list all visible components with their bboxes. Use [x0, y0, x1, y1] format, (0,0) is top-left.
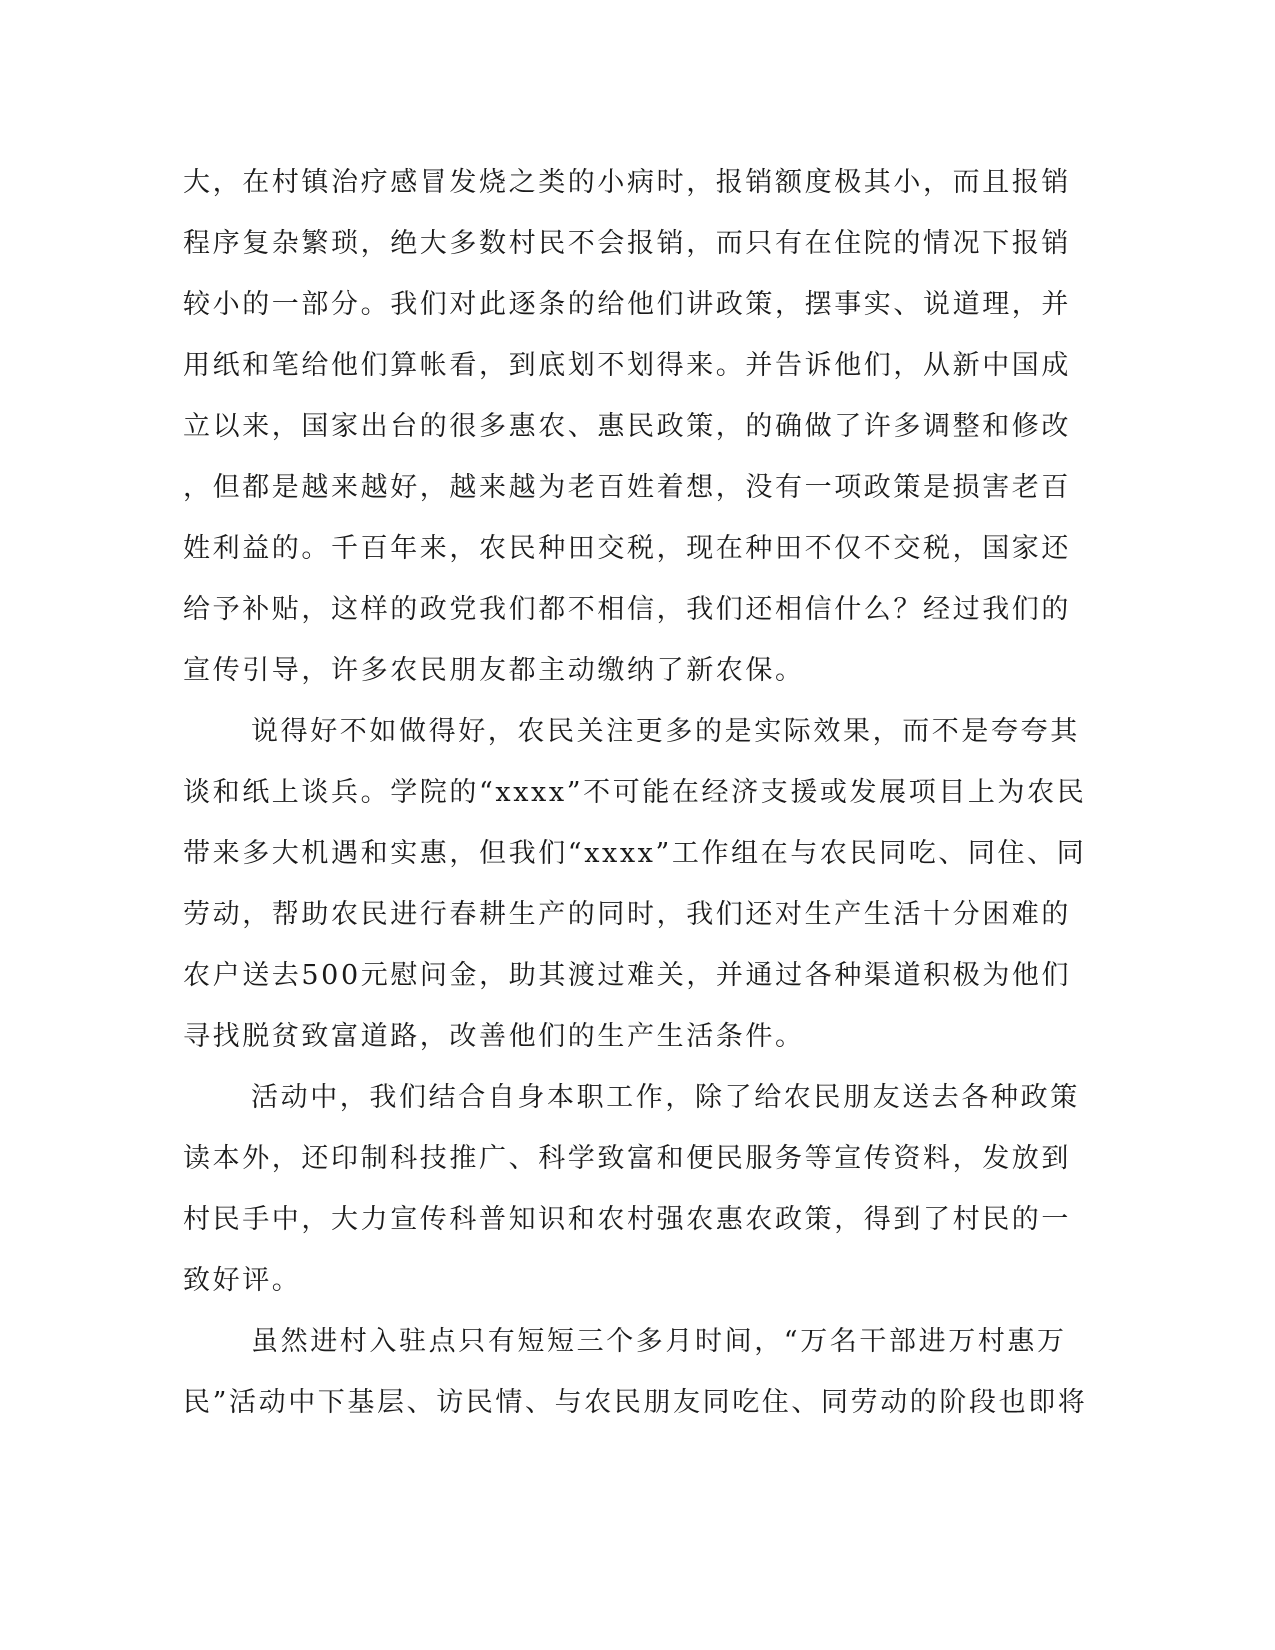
text-line: ，但都是越来越好，越来越为老百姓着想，没有一项政策是损害老百 — [183, 472, 1071, 503]
text-line: 民”活动中下基层、访民情、与农民朋友同吃住、同劳动的阶段也即将 — [183, 1387, 1088, 1418]
body-text — [183, 152, 1088, 1433]
text-line: 宣传引导，许多农民朋友都主动缴纳了新农保。 — [183, 655, 805, 686]
paragraph-first-line: 说得好不如做得好，农民关注更多的是实际效果，而不是夸夸其 — [251, 716, 1080, 747]
text-line: 带来多大机遇和实惠，但我们“xxxx”工作组在与农民同吃、同住、同 — [183, 838, 1087, 869]
text-line: 姓利益的。千百年来，农民种田交税，现在种田不仅不交税，国家还 — [183, 533, 1071, 564]
text-line: 给予补贴，这样的政党我们都不相信，我们还相信什么？经过我们的 — [183, 594, 1071, 625]
text-line: 程序复杂繁琐，绝大多数村民不会报销，而只有在住院的情况下报销 — [183, 228, 1071, 259]
text-line: 劳动，帮助农民进行春耕生产的同时，我们还对生产生活十分困难的 — [183, 899, 1071, 930]
text-line: 大，在村镇治疗感冒发烧之类的小病时，报销额度极其小，而且报销 — [183, 167, 1071, 198]
text-line: 用纸和笔给他们算帐看，到底划不划得来。并告诉他们，从新中国成 — [183, 350, 1071, 381]
paragraph-first-line: 虽然进村入驻点只有短短三个多月时间，“万名干部进万村惠万 — [251, 1326, 1067, 1357]
text-line: 寻找脱贫致富道路，改善他们的生产生活条件。 — [183, 1021, 805, 1052]
text-line: 村民手中，大力宣传科普知识和农村强农惠农政策，得到了村民的一 — [183, 1204, 1071, 1235]
text-line: 读本外，还印制科技推广、科学致富和便民服务等宣传资料，发放到 — [183, 1143, 1071, 1174]
text-line: 谈和纸上谈兵。学院的“xxxx”不可能在经济支援或发展项目上为农民 — [183, 777, 1087, 808]
text-line: 立以来，国家出台的很多惠农、惠民政策，的确做了许多调整和修改 — [183, 411, 1071, 442]
text-line: 较小的一部分。我们对此逐条的给他们讲政策，摆事实、说道理，并 — [183, 289, 1071, 320]
paragraph-first-line: 活动中，我们结合自身本职工作，除了给农民朋友送去各种政策 — [251, 1082, 1080, 1113]
text-line: 农户送去500元慰问金，助其渡过难关，并通过各种渠道积极为他们 — [183, 960, 1072, 991]
text-line: 致好评。 — [183, 1265, 302, 1296]
